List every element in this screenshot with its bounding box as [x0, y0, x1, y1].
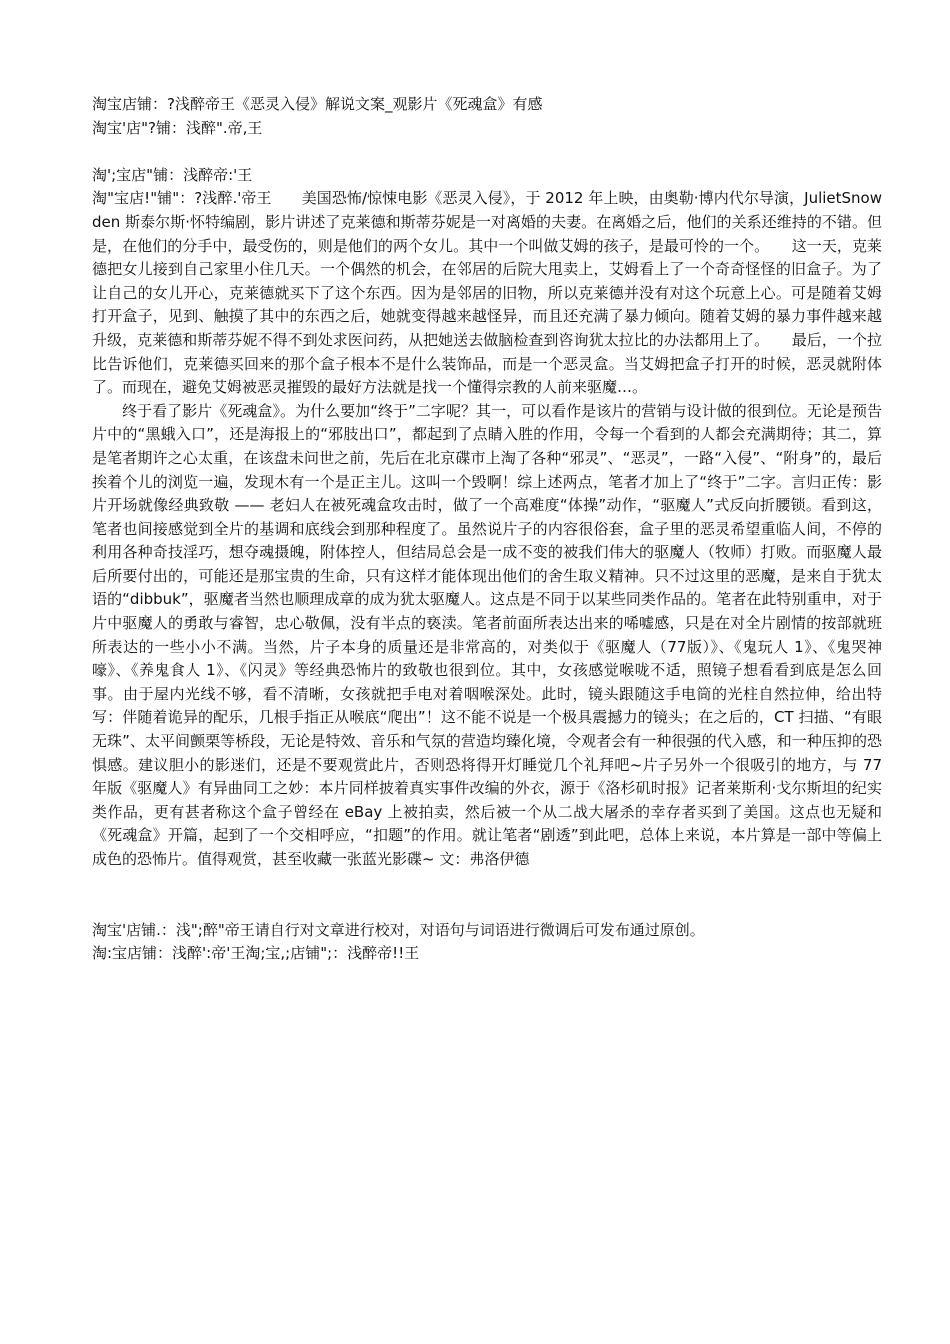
synopsis-paragraph: 淘"宝店!"铺"：?浅醉.'帝王 美国恐怖/惊悚电影《恶灵入侵》，于 2012 年上映，由奥勒·博内代尔导演，JulietSnowden 斯泰尔斯·怀特编剧，影片讲述了克莱德和斯蒂芬妮是一对离婚的夫妻。在离婚之后，他们的关系还维持的不错。但是，在他们的分手中，最受伤的，则是他们的两个女儿。其中一个叫做艾姆的孩子，是最可怜的一个。 这一天，克莱德把女儿接到自己家里小住几天。一个偶然的机会，在邻居的后院大甩卖上，艾姆看上了一个奇奇怪怪的旧盒子。为了让自己的女儿开心，克莱德就买下了这个东西。因为是邻居的旧物，所以克莱德并没有对这个玩意上心。可是随着艾姆打开盒子，见到、触摸了其中的东西之后，她就变得越来越怪异，而且还充满了暴力倾向。随着艾姆的暴力事件越来越升级，克莱德和斯蒂芬妮不得不到处求医问药，从把她送去做脑检查到咨询犹太拉比的办法都用上了。 最后，一个拉比告诉他们，克莱德买回来的那个盒子根本不是什么装饰品，而是一个恶灵盒。当艾姆把盒子打开的时候，恶灵就附体了。而现在，避免艾姆被恶灵摧毁的最好方法就是找一个懂得宗教的人前来驱魔…。	[92, 189, 882, 397]
shop-watermark-line: 淘宝'店"?铺：浅醉".帝,王	[92, 118, 263, 137]
spacer	[92, 140, 882, 164]
footer-note: 淘宝'店铺.：浅";醉"帝王请自行对文章进行校对，对语句与词语进行微调后可发布通过原创。	[92, 920, 705, 939]
footer-watermark-line: 淘:宝店铺：浅醉':帝'王淘;宝,;店铺";：浅醉帝!!王	[92, 944, 420, 963]
spacer	[92, 872, 882, 919]
document-title: 淘宝店铺：?浅醉帝王《恶灵入侵》解说文案_观影片《死魂盒》有感	[92, 95, 543, 113]
review-paragraph: 终于看了影片《死魂盒》。为什么要加“终于”二字呢？其一，可以看作是该片的营销与设计做的很到位。无论是预告片中的“黑蛾入口”，还是海报上的“邪肢出口”，都起到了点睛入胜的作用，令每一个看到的人都会充满期待；其二，算是笔者期许之心太重，在该盘未问世之前，先后在北京碟市上淘了各种“邪灵”、“恶灵”，一路“入侵”、“附身”的，最后挨着个儿的浏览一遍，发现木有一个是正主儿。这叫一个毁啊！综上述两点，笔者才加上了“终于”二字。言归正传：影片开场就像经典致敬 —— 老妇人在被死魂盒攻击时，做了一个高难度“体操”动作，“驱魔人”式反向折腰锁。看到这，笔者也间接感觉到全片的基调和底线会到那种程度了。虽然说片子的内容很俗套，盒子里的恶灵希望重临人间，不停的利用各种奇技淫巧，想夺魂摄魄，附体控人，但结局总会是一成不变的被我们伟大的驱魔人（牧师）打败。而驱魔人最后所要付出的，可能还是那宝贵的生命，只有这样才能体现出他们的舍生取义精神。只不过这里的恶魔，是来自于犹太语的“dibbuk”，驱魔者当然也顺理成章的成为犹太驱魔人。这点是不同于以某些同类作品的。笔者在此特别重申，对于片中驱魔人的勇敢与睿智，忠心敬佩，没有半点的亵渎。笔者前面所表达出来的唏嘘感，只是在对全片剧情的按部就班所表达的一些小小不满。当然，片子本身的质量还是非常高的，对类似于《驱魔人（77版）》、《鬼玩人 1》、《鬼哭神嚎》、《养鬼食人 1》、《闪灵》等经典恐怖片的致敬也很到位。其中，女孩感觉喉咙不适，照镜子想看看到底是怎么回事。由于屋内光线不够，看不清晰，女孩就把手电对着咽喉深处。此时，镜头跟随这手电筒的光柱自然拉伸，给出特写：伴随着诡异的配乐，几根手指正从喉底“爬出”！这不能不说是一个极具震撼力的镜头；在之后的，CT 扫描、“有眼无珠”、太平间颤栗等桥段，无论是特效、音乐和气氛的营造均臻化境，令观者会有一种很强的代入感，和一种压抑的恐惧感。建议胆小的影迷们，还是不要观赏此片，否则恐将得开灯睡觉几个礼拜吧~片子另外一个很吸引的地方，与 77 年版《驱魔人》有异曲同工之妙：本片同样披着真实事件改编的外衣，源于《洛杉矶时报》记者莱斯利·戈尔斯坦的纪实类作品，更有甚者称这个盒子曾经在 eBay 上被拍卖，然后被一个从二战大屠杀的幸存者买到了美国。这点也无疑和《死魂盒》开篇，起到了一个交相呼应，“扣题”的作用。就让笔者“剧透”到此吧，总体上来说，本片算是一部中等偏上成色的恐怖片。值得观赏，甚至收藏一张蓝光影碟~ 文：弗洛伊德	[92, 401, 887, 868]
article-body	[92, 187, 887, 871]
shop-watermark-line: 淘';宝店"铺：浅醉帝:'王	[92, 165, 253, 184]
document-page	[92, 93, 887, 966]
